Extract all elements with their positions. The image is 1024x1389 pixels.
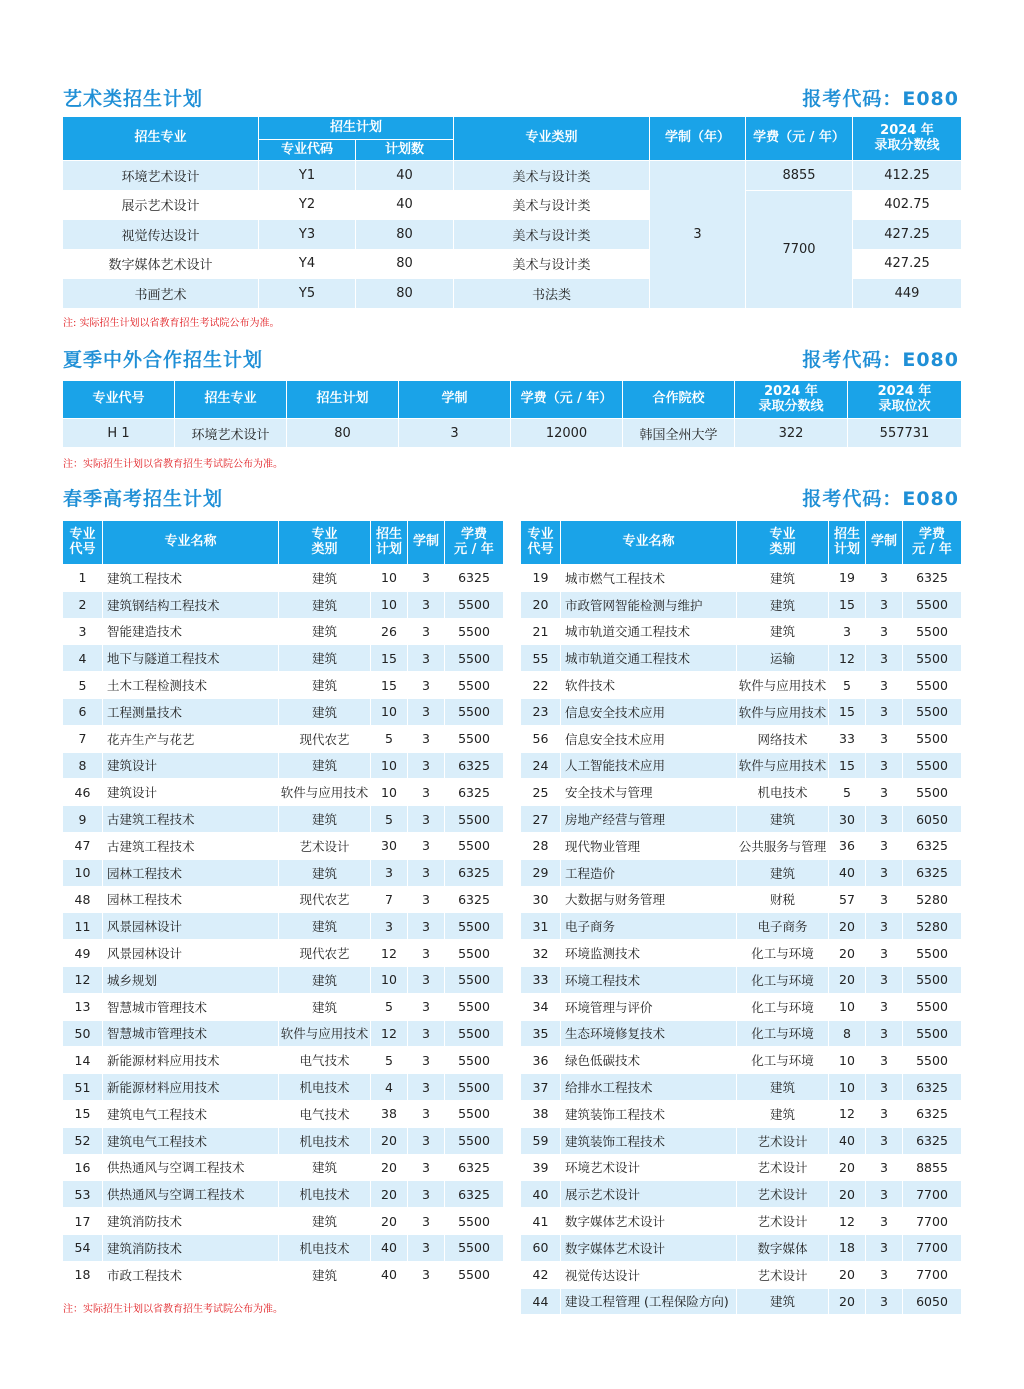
table-row: 39 环境艺术设计 艺术设计 20 3 8855: [521, 1154, 962, 1181]
fee-cell: 8855: [746, 161, 853, 191]
spring-section-title: 春季高考招生计划: [63, 488, 224, 510]
table-row: 49 风景园林设计 现代农艺 12 3 5500: [63, 940, 504, 967]
spring-section-code: 报考代码：E080: [802, 488, 959, 510]
header-code: 专业代码: [259, 140, 356, 161]
table-row: 60 数字媒体艺术设计 数字媒体 18 3 7700: [521, 1234, 962, 1261]
header-count: 计划数: [356, 140, 454, 161]
spring-header-category: 专业 类别: [737, 521, 829, 565]
header-category: 专业类别: [454, 117, 650, 161]
summer-section-title: 夏季中外合作招生计划: [63, 349, 264, 371]
code-cell: Y3: [259, 220, 356, 250]
table-row: 1 建筑工程技术 建筑 10 3 6325: [63, 565, 504, 592]
score-cell: 412.25: [853, 161, 962, 191]
spring-header-name: 专业名称: [561, 521, 737, 565]
table-row: 13 智慧城市管理技术 建筑 5 3 5500: [63, 993, 504, 1020]
table-row: 24 人工智能技术应用 软件与应用技术 15 3 5500: [521, 752, 962, 779]
summer-plan-table: [62, 380, 962, 448]
major-cell: 视觉传达设计: [63, 220, 259, 250]
table-row: 3 智能建造技术 建筑 26 3 5500: [63, 618, 504, 645]
table-row: 54 建筑消防技术 机电技术 40 3 5500: [63, 1234, 504, 1261]
major-cell: 环境艺术设计: [63, 161, 259, 191]
table-row: 55 城市轨道交通工程技术 运输 12 3 5500: [521, 645, 962, 672]
table-row: 51 新能源材料应用技术 机电技术 4 3 5500: [63, 1074, 504, 1101]
spring-header-plan: 招生 计划: [371, 521, 408, 565]
spring-header-duration: 学制: [866, 521, 903, 565]
spring-header-plan: 招生 计划: [829, 521, 866, 565]
art-section-code: 报考代码：E080: [802, 88, 959, 110]
table-row: 14 新能源材料应用技术 电气技术 5 3 5500: [63, 1047, 504, 1074]
art-section-title: 艺术类招生计划: [63, 88, 204, 110]
category-cell: 美术与设计类: [454, 161, 650, 191]
table-row: 9 古建筑工程技术 建筑 5 3 5500: [63, 806, 504, 833]
table-row: 2 建筑钢结构工程技术 建筑 10 3 5500: [63, 591, 504, 618]
spring-header-fee: 学费 元 / 年: [903, 521, 962, 565]
summer-header-plan: 招生计划: [287, 381, 399, 419]
code-cell: Y1: [259, 161, 356, 191]
table-row: 20 市政管网智能检测与维护 建筑 15 3 5500: [521, 591, 962, 618]
table-row: 56 信息安全技术应用 网络技术 33 3 5500: [521, 725, 962, 752]
summer-header-code: 专业代号: [63, 381, 175, 419]
table-row: 23 信息安全技术应用 软件与应用技术 15 3 5500: [521, 698, 962, 725]
spring-note: 注：实际招生计划以省教育招生考试院公布为准。: [63, 1304, 283, 1315]
score-cell: 427.25: [853, 249, 962, 279]
table-row: 29 工程造价 建筑 40 3 6325: [521, 859, 962, 886]
major-cell: 展示艺术设计: [63, 190, 259, 220]
count-cell: 40: [356, 190, 454, 220]
table-row: 21 城市轨道交通工程技术 建筑 3 3 5500: [521, 618, 962, 645]
table-row: 42 视觉传达设计 艺术设计 20 3 7700: [521, 1261, 962, 1288]
table-row: 22 软件技术 软件与应用技术 5 3 5500: [521, 672, 962, 699]
table-row: 40 展示艺术设计 艺术设计 20 3 7700: [521, 1181, 962, 1208]
table-row: 34 环境管理与评价 化工与环境 10 3 5500: [521, 993, 962, 1020]
summer-section-code: 报考代码：E080: [802, 349, 959, 371]
table-row: [63, 190, 962, 220]
spring-header-name: 专业名称: [103, 521, 279, 565]
table-row: 28 现代物业管理 公共服务与管理 36 3 6325: [521, 832, 962, 859]
header-fee: 学费（元 / 年）: [746, 117, 853, 161]
count-cell: 80: [356, 279, 454, 309]
major-cell: 书画艺术: [63, 279, 259, 309]
spring-header-category: 专业 类别: [279, 521, 371, 565]
fee-cell: 7700: [746, 190, 853, 308]
table-row: 7 花卉生产与花艺 现代农艺 5 3 5500: [63, 725, 504, 752]
summer-header-score: 2024 年 录取分数线: [735, 381, 848, 419]
table-row: 33 环境工程技术 化工与环境 20 3 5500: [521, 966, 962, 993]
table-row: 17 建筑消防技术 建筑 20 3 5500: [63, 1208, 504, 1235]
summer-header-duration: 学制: [399, 381, 511, 419]
table-row: 32 环境监测技术 化工与环境 20 3 5500: [521, 940, 962, 967]
table-row: [63, 161, 962, 191]
table-row: 50 智慧城市管理技术 软件与应用技术 12 3 5500: [63, 1020, 504, 1047]
table-row: 18 市政工程技术 建筑 40 3 5500: [63, 1261, 504, 1288]
spring-plan-table-right: [520, 520, 962, 1315]
score-cell: 427.25: [853, 220, 962, 250]
code-cell: Y4: [259, 249, 356, 279]
header-plan: 招生计划: [259, 117, 454, 140]
table-row: 37 给排水工程技术 建筑 10 3 6325: [521, 1074, 962, 1101]
table-row: 52 建筑电气工程技术 机电技术 20 3 5500: [63, 1127, 504, 1154]
duration-cell: 3: [650, 161, 746, 309]
table-row: 38 建筑装饰工程技术 建筑 12 3 6325: [521, 1100, 962, 1127]
table-row: 59 建筑装饰工程技术 艺术设计 40 3 6325: [521, 1127, 962, 1154]
category-cell: 美术与设计类: [454, 220, 650, 250]
table-row: 10 园林工程技术 建筑 3 3 6325: [63, 859, 504, 886]
score-cell: 449: [853, 279, 962, 309]
count-cell: 80: [356, 220, 454, 250]
summer-header-fee: 学费（元 / 年）: [511, 381, 623, 419]
code-cell: Y5: [259, 279, 356, 309]
table-row: 6 工程测量技术 建筑 10 3 5500: [63, 698, 504, 725]
header-major: 招生专业: [63, 117, 259, 161]
table-row: 25 安全技术与管理 机电技术 5 3 5500: [521, 779, 962, 806]
table-row: 11 风景园林设计 建筑 3 3 5500: [63, 913, 504, 940]
table-row: 19 城市燃气工程技术 建筑 19 3 6325: [521, 565, 962, 592]
spring-plan-table-left: [62, 520, 504, 1289]
art-note: 注: 实际招生计划以省教育招生考试院公布为准。: [63, 318, 280, 329]
table-row: H 1 环境艺术设计 80 3 12000 韩国全州大学 322 557731: [63, 419, 962, 448]
count-cell: 80: [356, 249, 454, 279]
table-row: 8 建筑设计 建筑 10 3 6325: [63, 752, 504, 779]
category-cell: 美术与设计类: [454, 190, 650, 220]
table-row: 47 古建筑工程技术 艺术设计 30 3 5500: [63, 832, 504, 859]
table-row: 44 建设工程管理 (工程保险方向) 建筑 20 3 6050: [521, 1288, 962, 1315]
count-cell: 40: [356, 161, 454, 191]
summer-header-partner: 合作院校: [623, 381, 735, 419]
table-row: 27 房地产经营与管理 建筑 30 3 6050: [521, 806, 962, 833]
spring-header-fee: 学费 元 / 年: [445, 521, 504, 565]
table-row: 15 建筑电气工程技术 电气技术 38 3 5500: [63, 1100, 504, 1127]
table-row: 41 数字媒体艺术设计 艺术设计 12 3 7700: [521, 1208, 962, 1235]
code-cell: Y2: [259, 190, 356, 220]
summer-note: 注：实际招生计划以省教育招生考试院公布为准。: [63, 459, 283, 470]
table-row: 31 电子商务 电子商务 20 3 5280: [521, 913, 962, 940]
category-cell: 书法类: [454, 279, 650, 309]
table-row: 12 城乡规划 建筑 10 3 5500: [63, 966, 504, 993]
summer-header-rank: 2024 年 录取位次: [848, 381, 962, 419]
table-row: 16 供热通风与空调工程技术 建筑 20 3 6325: [63, 1154, 504, 1181]
spring-header-code: 专业 代号: [521, 521, 561, 565]
table-row: 46 建筑设计 软件与应用技术 10 3 6325: [63, 779, 504, 806]
header-score: 2024 年 录取分数线: [853, 117, 962, 161]
score-cell: 402.75: [853, 190, 962, 220]
table-row: 48 园林工程技术 现代农艺 7 3 6325: [63, 886, 504, 913]
table-row: 36 绿色低碳技术 化工与环境 10 3 5500: [521, 1047, 962, 1074]
category-cell: 美术与设计类: [454, 249, 650, 279]
table-row: 5 土木工程检测技术 建筑 15 3 5500: [63, 672, 504, 699]
spring-header-code: 专业 代号: [63, 521, 103, 565]
art-plan-table: [62, 116, 962, 309]
spring-header-duration: 学制: [408, 521, 445, 565]
table-row: 4 地下与隧道工程技术 建筑 15 3 5500: [63, 645, 504, 672]
major-cell: 数字媒体艺术设计: [63, 249, 259, 279]
table-row: 53 供热通风与空调工程技术 机电技术 20 3 6325: [63, 1181, 504, 1208]
header-duration: 学制（年）: [650, 117, 746, 161]
summer-header-major: 招生专业: [175, 381, 287, 419]
table-row: 30 大数据与财务管理 财税 57 3 5280: [521, 886, 962, 913]
table-row: 35 生态环境修复技术 化工与环境 8 3 5500: [521, 1020, 962, 1047]
